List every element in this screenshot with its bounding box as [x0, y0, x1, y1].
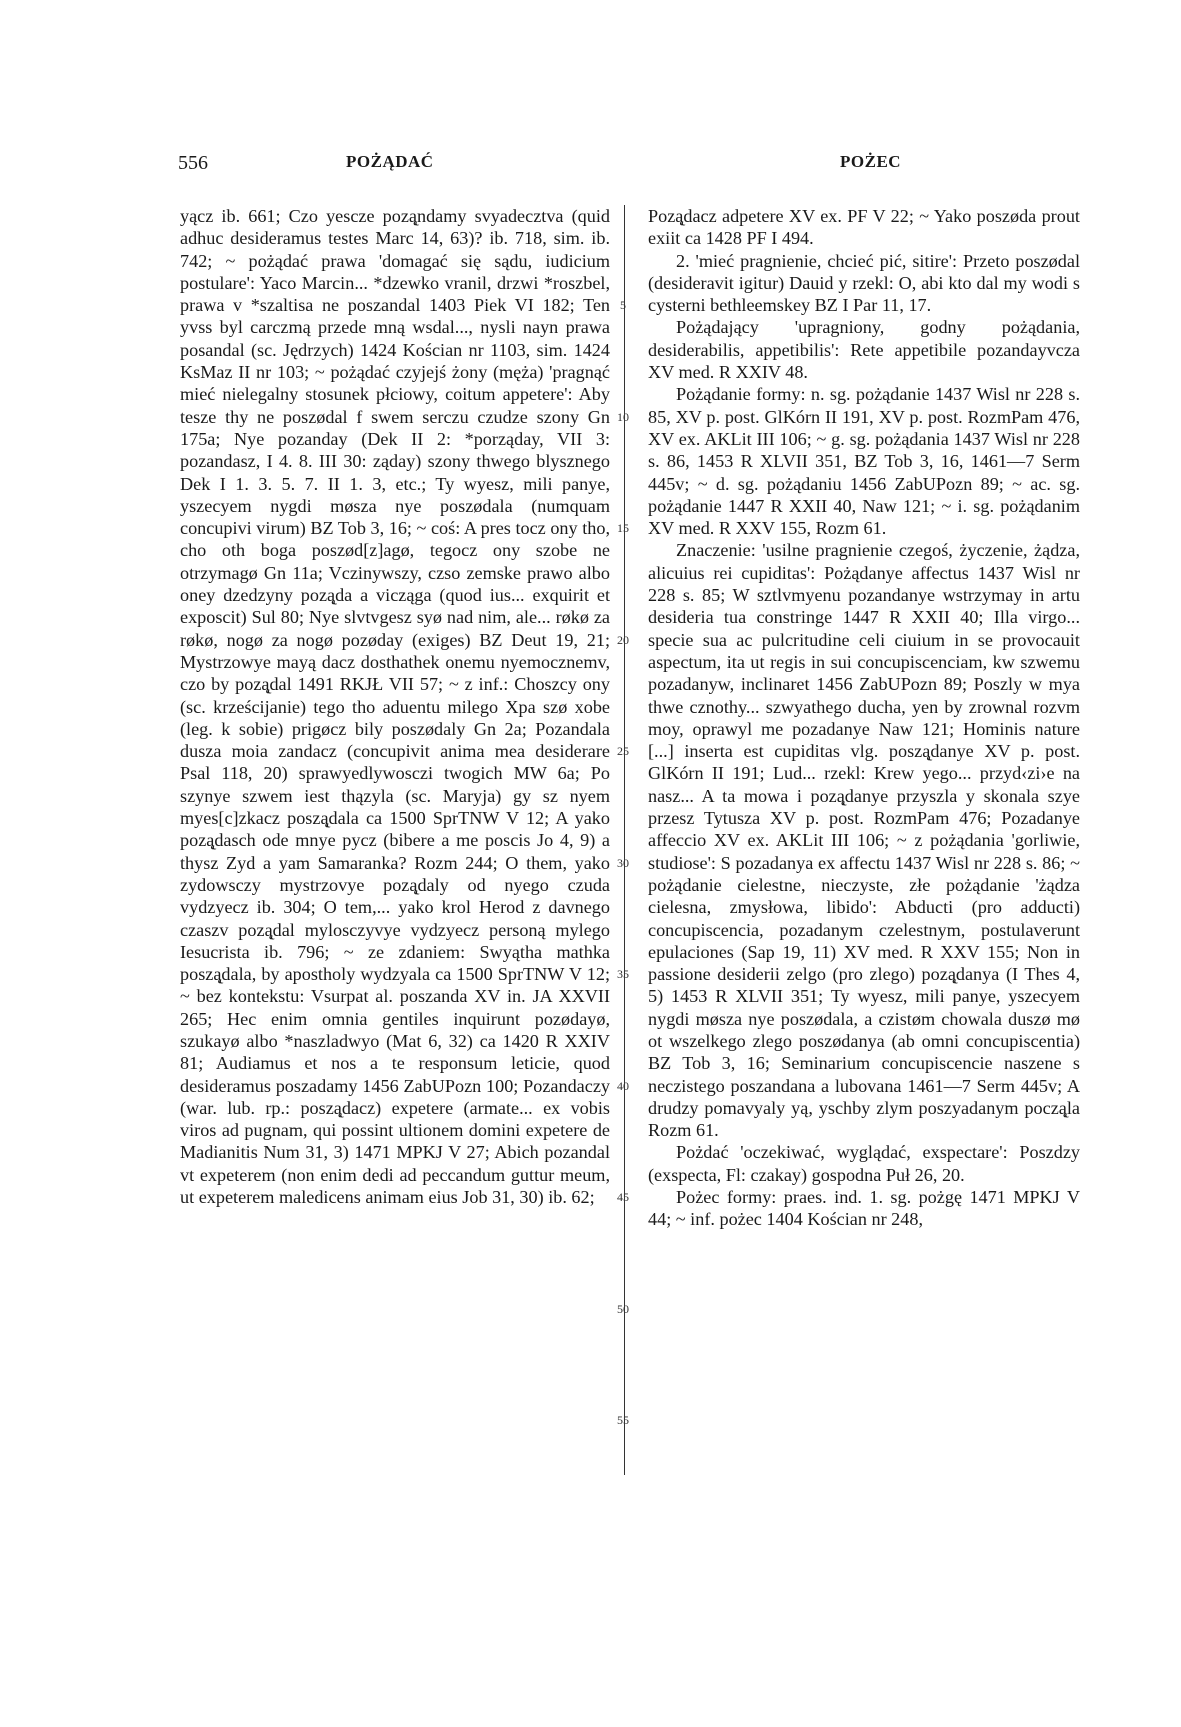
left-headword: POŻĄDAĆ: [346, 152, 434, 171]
line-number: 40: [617, 1078, 629, 1093]
line-number: 20: [617, 632, 629, 647]
line-number: 5: [620, 298, 626, 313]
line-number: 10: [617, 409, 629, 424]
column-divider: [624, 205, 625, 1475]
page-number: 556: [178, 152, 208, 174]
entry-paragraph: Pozą̨dacz adpetere XV ex. PF V 22; ~ Yako poszøda prout exiit ca 1428 PF I 494.: [648, 206, 1080, 249]
entry-paragraph: Pożec formy: praes. ind. 1. sg. pożgę 1471 MPKJ V 44; ~ inf. pożec 1404 Kościan nr 248,: [648, 1187, 1080, 1230]
entry-paragraph: Pożdać 'oczekiwać, wyglądać, exspectare': Poszdzy (exspecta, Fl: czakay) gospodna Puł 26, 20.: [648, 1142, 1080, 1185]
left-column: [180, 205, 610, 1208]
line-number: 30: [617, 855, 629, 870]
running-header: [178, 152, 1084, 182]
line-number: 35: [617, 967, 629, 982]
line-number: 50: [617, 1301, 629, 1316]
left-column-text: yącz ib. 661; Czo yescze pozą̨ndamy svyadecztva (quid adhuc desideramus testes Marc 14, 63)? ib. 718, sim. ib. 742; ~ pożądać prawa 'domagać się sądu, iudicium postulare': Yaco Marcin... *dzewko vranil, drzwi *roszbel, prawa v *szaltisa ne poszandal 1403 Piek VI 182; Ten yvss byl carczmą przede mną wsdal..., nysli nayn prawa posandal (sc. Jędrzych) 1424 Kościan nr 1103, sim. 1424 KsMaz II nr 103; ~ pożądać czyjejś żony (męża) 'pragnąć mieć nielegalny stosunek płciowy, coitum appetere': Aby tesze thy ne poszødal f swem serczu czudze szony Gn 175a; Nye pozanday (Dek II 2: *porząday, VII 3: pozandasz, I 4. 8. III 30: ząday) szony thwego blysznego Dek I 1. 3. 5. 7. II 1. 3, etc.; Ty wyesz, mili panye, yszecyem nygdi møsza nye poszødala (numquam concupivi virum) BZ Tob 3, 16; ~ coś: A pres tocz ony tho, cho oth boga poszød[z]agø, tegocz ony szobe ne otrzymagø Gn 11a; Vczinywszy, czso zemske prawo albo oney dzedzyny pozą̨da a vicząga (quod ius... exquirit et exposcit) Sul 80; Nye slvtvgesz syø nad nim, ale... røkø za røkø, nogø za nogø pozødaу (exiges) BZ Deut 19, 21; Mystrzowye mayą dacz dosthathek onemu nyemocznemv, czo by pozą̨dal 1491 RKJŁ VII 57; ~ z inf.: Choszcy ony (sc. krześcijanie) tego tho aduentu milego Xpa szø xobe (leg. k sobie) prigøcz bily poszødaly Gn 2a; Pozandala dusza moia zandacz (concupivit anima mea desiderare Psal 118, 20) sprawyedlywosczi twogich MW 6a; Po szynye szwem iest thązyla (sc. Maryja) gy sz nyem myes[c]zkacz poszą̨dala ca 1500 SprTNW V 12; A yako pozą̨dasch ode mnye pycz (bibere a me poscis Jo 4, 9) a thysz Zyd a yam Samaranka? Rozm 244; O them, yako zydowsczy mystrzovye pozą̨daly od nyego czuda vydzyecz ib. 304; O tem,... yako krol Herod z davnego czaszv pozą̨dal mylosczyvye vydzyecz personą mylego Iesucrista ib. 796; ~ ze zdaniem: Swyątha mathka poszą̨dala, by apostholy wydzyala ca 1500 SprTNW V 12; ~ bez kontekstu: Vsurpat al. poszanda XV in. JA XXVII 265; Hec enim omnia gentiles inquirunt pozødayø, szukayø albo *naszladwyo (Mat 6, 32) ca 1420 R XXIV 81; Audiamus et nos a te responsum leticie, quod desideramus poszadamy 1456 ZabUPozn 100; Pozandaczy (war. lub. rp.: poszą̨dacz) expetere (armate... ex vobis viros ad pugnam, qui possint ultionem domini expetere de Madianitis Num 31, 3) 1471 MPKJ V 27; Abich pozandal vt expeterem (non enim dedi ad peccandum guttur meum, ut expeterem maledicens animam eius Job 31, 30) ib. 62;: [180, 206, 610, 1208]
line-number: 55: [617, 1413, 629, 1428]
entry-paragraph: Znaczenie: 'usilne pragnienie czegoś, życzenie, żądza, alicuius rei cupiditas': Pożądanye affectus 1437 Wisl nr 228 s. 85; W sztlvmyenu pozandanye wstrzymay in artu desideria tua constringe 1447 R XXII 40; Illa virgo... specie sua ac pulcritudine celi ciuium in se provocauit aspectum, ita ut regis in sui concupiscenciam, kw szwemu pozadanyw, inclinaret 1456 ZabUPozn 89; Poszly w mya thwe cznothy... szwyathego ducha, yen by zrownal rozvm moy, oprawyl me pozadanye Naw 121; Hominis nature [...] inserta est cupiditas vlg. poszą̨danye XV p. post. GlKórn II 191; Lud... rzekl: Krew yego... przyd‹zi›e na nasz... A ta mowa i pozą̨danye przyszla y skonala szye przesz Tytusza XV p. post. RozmPam 476; Pozadanye affeccio XV ex. AKLit III 106; ~ z pożądania 'gorliwie, studiose': S pozadanya ex affectu 1437 Wisl nr 228 s. 86; ~ pożądanie cielestne, nieczyste, złe pożądanie 'żądza cielesna, zmysłowa, libido': Abducti (pro adducti) concupiscencia, pozadanym czelestnym, postulaverunt epulaciones (Sap 19, 11) XV med. R XXV 155; Non in passione desiderii zelgo (pro zlego) pozą̨danya (I Thes 4, 5) 1453 R XLVII 351; Ty wyesz, mili panye, yszecyem nygdi møsza nye poszødala, a czistøm chowala duszø mø ot wszelkego zlego poszødanya (ab omni concupiscentia) BZ Tob 3, 16; Seminarium concupiscencie naszene s neczistego poszandana a lubovana 1461—7 Serm 445v; A drudzy pomavyaly yą, yschby zlym poszyadanym począ̨la Rozm 61.: [648, 540, 1080, 1141]
line-number: 45: [617, 1190, 629, 1205]
right-headword: POŻEC: [840, 152, 902, 171]
line-number: 15: [617, 521, 629, 536]
line-number: 25: [617, 744, 629, 759]
entry-paragraph: 2. 'mieć pragnienie, chcieć pić, sitire': Przeto poszødal (desideravit igitur) Dauid y rzekl: O, abi kto dal my wodi s cysterni bethleemskey BZ I Par 11, 17.: [648, 250, 1080, 316]
entry-paragraph: Pożądający 'upragniony, godny pożądania, desiderabilis, appetibilis': Rete appetibile pozandayvcza XV med. R XXIV 48.: [648, 317, 1080, 383]
right-column: [648, 205, 1080, 1231]
entry-paragraph: Pożądanie formy: n. sg. pożądanie 1437 Wisl nr 228 s. 85, XV p. post. GlKórn II 191, XV p. post. RozmPam 476, XV ex. AKLit III 106; ~ g. sg. pożądania 1437 Wisl nr 228 s. 86, 1453 R XLVII 351, BZ Tob 3, 16, 1461—7 Serm 445v; ~ d. sg. pożądaniu 1456 ZabUPozn 89; ~ ac. sg. pożądanie 1447 R XXII 40, Naw 121; ~ i. sg. pożądanim XV med. R XXV 155, Rozm 61.: [648, 384, 1080, 539]
